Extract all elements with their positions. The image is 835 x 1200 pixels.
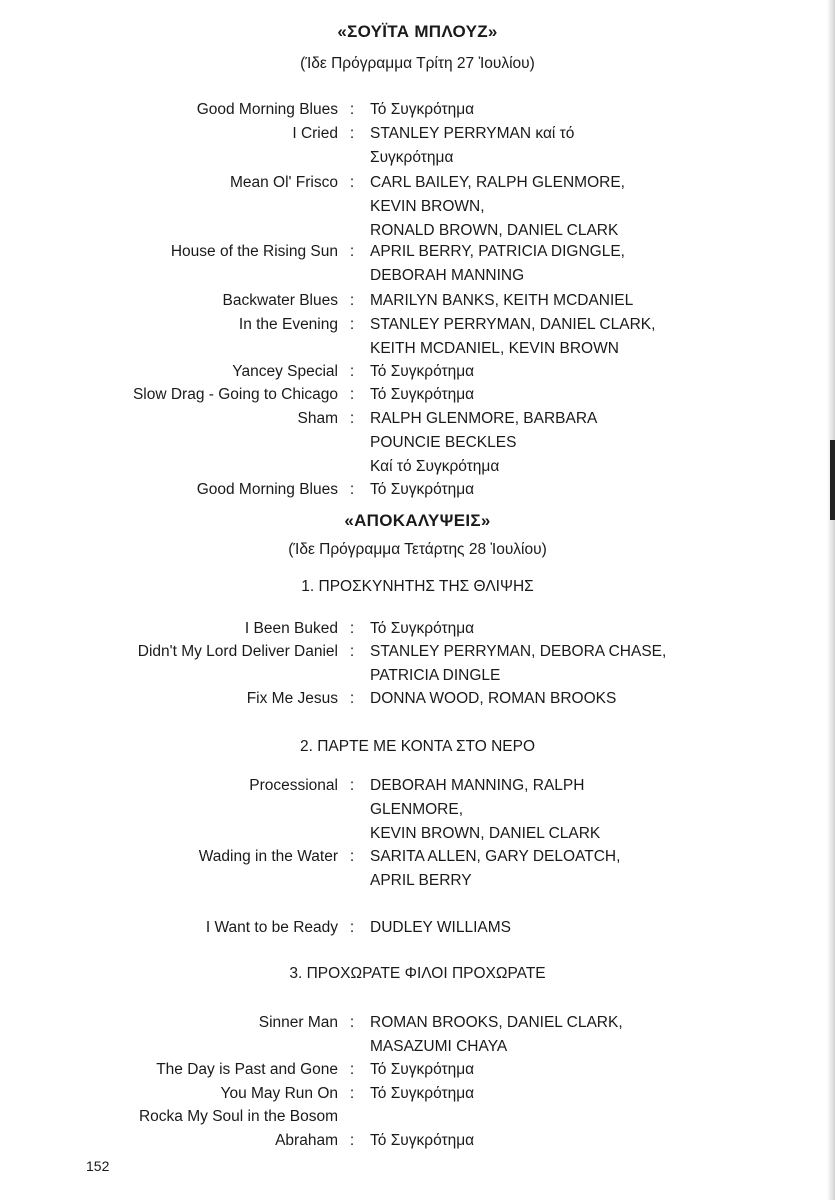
performers [370,240,625,288]
performer-line: DEBORAH MANNING, RALPH [370,777,585,794]
suite-blues-subtitle: (Ίδε Πρόγραμμα Τρίτη 27 Ἰουλίου) [300,55,535,72]
performers [370,407,597,479]
performer-line: PATRICIA DINGLE [370,667,501,684]
performer-line: Τό Συγκρότημα [370,101,475,118]
separator-colon: : [349,848,355,865]
separator-colon: : [349,243,355,260]
performers [370,640,666,688]
performers [370,1129,474,1153]
song-title: You May Run On [220,1085,338,1102]
program-row [0,360,835,384]
song-title: House of the Rising Sun [170,243,338,260]
program-row [0,122,835,166]
song-title: Mean Ol' Frisco [229,174,338,191]
performer-line: DEBORAH MANNING [370,267,525,284]
song-title: Processional [249,777,338,794]
separator-colon: : [349,620,355,637]
separator-colon: : [349,410,355,427]
performer-line: APRIL BERRY, PATRICIA DIGNGLE, [370,243,625,260]
song-title: Abraham [275,1132,338,1149]
performer-line: Τό Συγκρότημα [370,620,475,637]
song-title: Good Morning Blues [196,101,338,118]
performers [370,845,620,893]
program-row [0,640,835,684]
program-row [0,1105,835,1129]
performers [370,383,474,407]
program-row [0,171,835,239]
performer-line: STANLEY PERRYMAN, DEBORA CHASE, [370,643,667,660]
program-row [0,407,835,475]
performer-line: Καί τό Συγκρότημα [370,458,500,475]
program-row [0,1082,835,1106]
performer-line: STANLEY PERRYMAN καί τό [370,125,575,142]
performers [370,171,625,243]
song-title: Sinner Man [258,1014,338,1031]
separator-colon: : [349,1061,355,1078]
separator-colon: : [349,777,355,794]
performers [370,774,600,846]
separator-colon: : [349,125,355,142]
performer-line: STANLEY PERRYMAN, DANIEL CLARK, [370,316,656,333]
song-title: Backwater Blues [222,292,338,309]
section-heading-1: 1. ΠΡΟΣΚΥΝΗΤΗΣ ΤΗΣ ΘΛΙΨΗΣ [301,578,534,595]
page-number: 152 [86,1158,110,1174]
program-row [0,240,835,284]
performer-line: RONALD BROWN, DANIEL CLARK [370,222,619,239]
song-title: Didn't My Lord Deliver Daniel [137,643,338,660]
performers [370,122,574,170]
performer-line: APRIL BERRY [370,872,472,889]
separator-colon: : [349,1085,355,1102]
program-row [0,1011,835,1055]
performers [370,478,474,502]
separator-colon: : [349,101,355,118]
performers [370,617,474,641]
song-title: Sham [297,410,338,427]
performers [370,916,511,940]
program-row [0,1129,835,1153]
program-row [0,98,835,122]
song-title: I Want to be Ready [205,919,338,936]
separator-colon: : [349,1132,355,1149]
song-title: Good Morning Blues [196,481,338,498]
separator-colon: : [349,643,355,660]
suite-blues-title: «ΣΟΥΪΤΑ ΜΠΛΟΥΖ» [337,22,498,41]
performers [370,289,633,313]
section-heading-3: 3. ΠΡΟΧΩΡΑΤΕ ΦΙΛΟΙ ΠΡΟΧΩΡΑΤΕ [289,965,546,982]
program-row [0,845,835,889]
performer-line: Τό Συγκρότημα [370,1132,475,1149]
program-row [0,916,835,940]
separator-colon: : [349,363,355,380]
performers [370,98,474,122]
performer-line: Συγκρότημα [370,149,454,166]
program-row [0,617,835,641]
section-heading-2: 2. ΠΑΡΤΕ ΜΕ ΚΟΝΤΑ ΣΤΟ ΝΕΡΟ [299,738,536,755]
song-title: I Cried [292,125,338,142]
performer-line: SARITA ALLEN, GARY DELOATCH, [370,848,621,865]
separator-colon: : [349,481,355,498]
program-row [0,289,835,313]
song-title: Wading in the Water [198,848,338,865]
performer-line: DUDLEY WILLIAMS [370,919,511,936]
performer-line: DONNA WOOD, ROMAN BROOKS [370,690,617,707]
separator-colon: : [349,174,355,191]
performers [370,687,616,711]
performer-line: KEVIN BROWN, DANIEL CLARK [370,825,601,842]
song-title: Yancey Special [232,363,338,380]
performer-line: Τό Συγκρότημα [370,386,475,403]
separator-colon: : [349,386,355,403]
performers [370,360,474,384]
performers [370,1011,623,1059]
song-title: Fix Me Jesus [246,690,338,707]
revelations-title: «ΑΠΟΚΑΛΥΨΕΙΣ» [344,511,491,530]
revelations-subtitle: (Ίδε Πρόγραμμα Τετάρτης 28 Ἰουλίου) [288,541,547,558]
performer-line: MASAZUMI CHAYA [370,1038,508,1055]
song-title: Slow Drag - Going to Chicago [132,386,338,403]
program-row [0,687,835,711]
performers [370,313,655,361]
separator-colon: : [349,292,355,309]
performer-line: MARILYN BANKS, KEITH MCDANIEL [370,292,634,309]
performer-line: Τό Συγκρότημα [370,1085,475,1102]
program-row [0,383,835,407]
performer-line: KEVIN BROWN, [370,198,485,215]
performer-line: GLENMORE, [370,801,464,818]
performer-line: KEITH MCDANIEL, KEVIN BROWN [370,340,619,357]
performer-line: Τό Συγκρότημα [370,481,475,498]
separator-colon: : [349,919,355,936]
song-title: The Day is Past and Gone [156,1061,338,1078]
performers [370,1058,474,1082]
song-title: In the Evening [238,316,338,333]
performer-line: CARL BAILEY, RALPH GLENMORE, [370,174,625,191]
program-row [0,1058,835,1082]
performer-line: ROMAN BROOKS, DANIEL CLARK, [370,1014,623,1031]
program-row [0,478,835,502]
separator-colon: : [349,316,355,333]
song-title: I Been Buked [244,620,338,637]
performer-line: Τό Συγκρότημα [370,1061,475,1078]
program-row [0,774,835,842]
performer-line: Τό Συγκρότημα [370,363,475,380]
performer-line: RALPH GLENMORE, BARBARA [370,410,598,427]
performer-line: POUNCIE BECKLES [370,434,517,451]
song-title: Rocka My Soul in the Bosom [138,1108,338,1125]
separator-colon: : [349,690,355,707]
program-row [0,313,835,357]
separator-colon: : [349,1014,355,1031]
performers [370,1082,474,1106]
